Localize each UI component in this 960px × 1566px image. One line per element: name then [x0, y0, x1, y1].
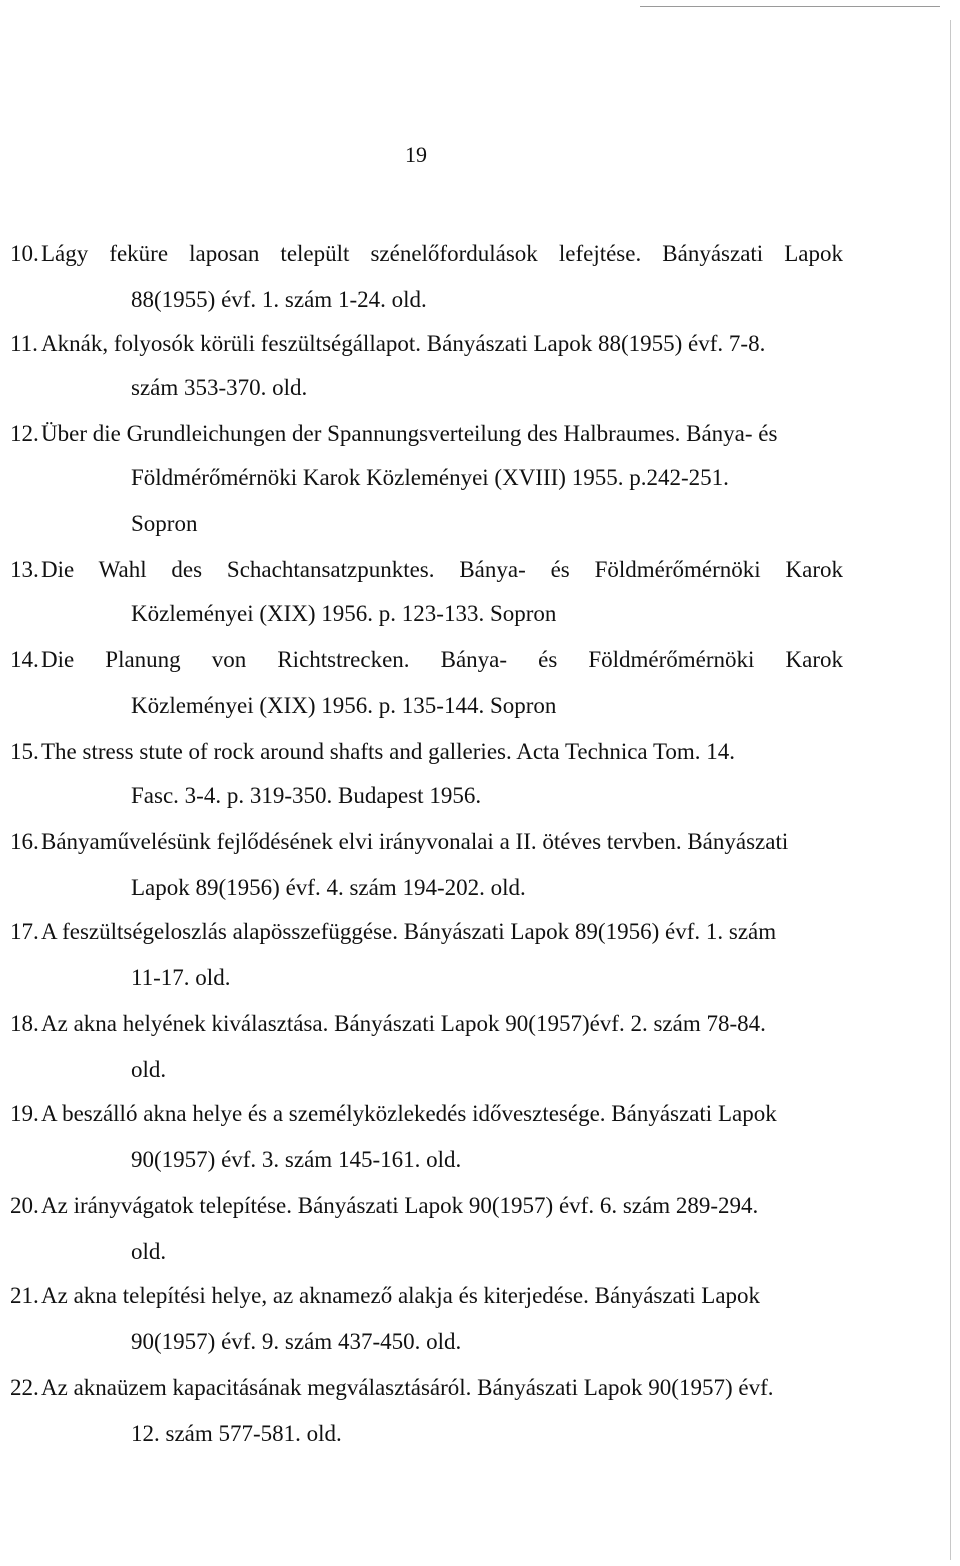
- reference-text: The stress stute of rock around shafts and galleries. Acta Technica Tom. 14.: [41, 739, 736, 764]
- reference-number: 19.: [10, 1101, 39, 1126]
- reference-text: Lágy feküre laposan települt szénelőfordulások lefejtése. Bányászati Lapok: [41, 241, 843, 266]
- reference-number: 12.: [10, 421, 39, 446]
- reference-text-continued: Sopron: [131, 511, 198, 536]
- reference-text: Über die Grundleichungen der Spannungsverteilung des Halbraumes. Bánya- és: [41, 421, 778, 446]
- reference-text: Aknák, folyosók körüli feszültségállapot. Bányászati Lapok 88(1955) évf. 7-8.: [41, 331, 766, 356]
- reference-text-continued: 90(1957) évf. 3. szám 145-161. old.: [131, 1147, 462, 1172]
- reference-number: 18.: [10, 1011, 39, 1036]
- reference-text-continued: 90(1957) évf. 9. szám 437-450. old.: [131, 1329, 462, 1354]
- reference-number: 21.: [10, 1283, 39, 1308]
- reference-text-continued: 12. szám 577-581. old.: [131, 1421, 342, 1446]
- page-number: 19: [405, 142, 427, 167]
- reference-text: Az aknaüzem kapacitásának megválasztásáról. Bányászati Lapok 90(1957) évf.: [41, 1375, 774, 1400]
- reference-text-continued: Lapok 89(1956) évf. 4. szám 194-202. old.: [131, 875, 526, 900]
- reference-text-continued: Földmérőmérnöki Karok Közleményei (XVIII) 1955. p.242-251.: [131, 465, 729, 490]
- reference-text-continued: old.: [131, 1057, 167, 1082]
- reference-text-continued: old.: [131, 1239, 167, 1264]
- reference-text: A beszálló akna helye és a személyközlekedés idővesztesége. Bányászati Lapok: [41, 1101, 777, 1126]
- reference-number: 16.: [10, 829, 39, 854]
- reference-number: 14.: [10, 647, 39, 672]
- reference-text: Die Planung von Richtstrecken. Bánya- és Földmérőmérnöki Karok: [41, 647, 843, 672]
- reference-text-continued: szám 353-370. old.: [131, 375, 308, 400]
- reference-number: 17.: [10, 919, 39, 944]
- reference-number: 10.: [10, 241, 39, 266]
- reference-number: 20.: [10, 1193, 39, 1218]
- reference-text: Die Wahl des Schachtansatzpunktes. Bánya- és Földmérőmérnöki Karok: [41, 557, 843, 582]
- reference-text: Bányaművelésünk fejlődésének elvi irányvonalai a II. ötéves tervben. Bányászati: [41, 829, 789, 854]
- reference-text-continued: Közleményei (XIX) 1956. p. 123-133. Sopron: [131, 601, 557, 626]
- reference-text: Az akna telepítési helye, az aknamező alakja és kiterjedése. Bányászati Lapok: [41, 1283, 761, 1308]
- reference-text: A feszültségeloszlás alapösszefüggése. Bányászati Lapok 89(1956) évf. 1. szám: [41, 919, 777, 944]
- reference-text: Az irányvágatok telepítése. Bányászati Lapok 90(1957) évf. 6. szám 289-294.: [41, 1193, 759, 1218]
- reference-text-continued: 88(1955) évf. 1. szám 1-24. old.: [131, 287, 427, 312]
- reference-text-continued: 11-17. old.: [131, 965, 231, 990]
- reference-number: 15.: [10, 739, 39, 764]
- reference-text-continued: Fasc. 3-4. p. 319-350. Budapest 1956.: [131, 783, 482, 808]
- reference-number: 22.: [10, 1375, 39, 1400]
- reference-number: 13.: [10, 557, 39, 582]
- reference-text: Az akna helyének kiválasztása. Bányászati Lapok 90(1957)évf. 2. szám 78-84.: [41, 1011, 766, 1036]
- reference-number: 11.: [10, 331, 38, 356]
- reference-text-continued: Közleményei (XIX) 1956. p. 135-144. Sopron: [131, 693, 557, 718]
